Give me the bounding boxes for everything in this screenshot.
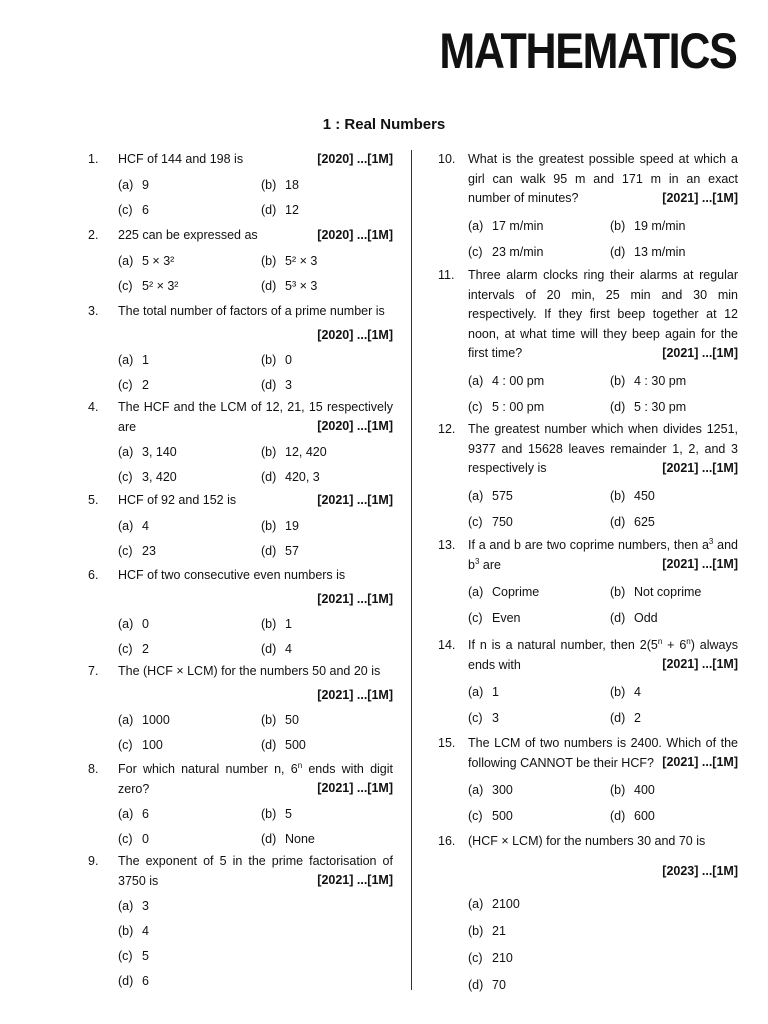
question-number: 6. — [88, 568, 99, 582]
question-text: The LCM of two numbers is 2400. Which of the following CANNOT be their HCF? — [468, 736, 738, 770]
question-text: [2020] ...[1M] HCF of 144 and 198 is — [118, 150, 393, 170]
option-c: (c) 2 — [118, 378, 149, 392]
year-tag: [2020] ...[1M] — [317, 228, 393, 242]
year-tag: [2021] ...[1M] — [317, 781, 393, 795]
option-b: (b) 4 — [610, 685, 641, 699]
option-c: (c) 23 — [118, 543, 156, 558]
year-tag: [2021] ...[1M] — [662, 557, 738, 571]
option-d: (d) 625 — [610, 514, 655, 529]
question-number: 12. — [438, 422, 456, 436]
option-d: (d) 3 — [261, 378, 292, 392]
option-b: (b) 19 m/min — [610, 218, 686, 233]
question-text: [2020] ...[1M] 225 can be expressed as — [118, 226, 393, 246]
question-text: [2021] ...[1M] HCF of 92 and 152 is — [118, 491, 393, 511]
question-number: 3. — [88, 304, 99, 318]
option-c: (c) 500 — [468, 809, 513, 823]
question-number: 5. — [88, 493, 99, 507]
question-5 — [88, 491, 393, 558]
option-b: (b) 1 — [261, 617, 292, 631]
question-1 — [88, 150, 393, 217]
chapter-title: 1 : Real Numbers — [322, 116, 446, 133]
question-2 — [88, 226, 393, 293]
question-text: (HCF × LCM) for the numbers 30 and 70 is [2023] ...[1M] — [468, 832, 738, 881]
option-d: (d) Odd — [610, 611, 658, 625]
question-16 — [438, 832, 738, 992]
question-13 — [438, 536, 738, 625]
question-text: The exponent of 5 in the prime factorisation of 3750 is — [118, 854, 393, 888]
option-a: (a) Coprime — [468, 585, 540, 599]
year-tag: [2020] ...[1M] — [317, 152, 393, 166]
option-b: (b) 0 — [261, 353, 292, 367]
column-divider — [411, 150, 412, 990]
question-number: 4. — [88, 400, 99, 414]
option-d: (d) None — [261, 832, 315, 846]
question-number: 7. — [88, 664, 99, 678]
option-d: (d) 5³ × 3 — [261, 278, 318, 293]
question-11 — [438, 266, 738, 414]
year-tag: [2021] ...[1M] — [317, 873, 393, 887]
year-tag: [2020] ...[1M] — [317, 327, 393, 342]
year-tag: [2020] ...[1M] — [317, 419, 393, 433]
option-a: (a) 1000 — [118, 713, 170, 727]
question-7 — [88, 662, 393, 752]
year-tag: [2021] ...[1M] — [662, 345, 738, 360]
year-tag: [2021] ...[1M] — [662, 657, 738, 671]
question-number: 2. — [88, 228, 99, 242]
page-title: MATHEMATICS — [438, 23, 736, 79]
question-14 — [438, 636, 739, 725]
year-tag: [2021] ...[1M] — [662, 190, 738, 205]
question-text: The HCF and the LCM of 12, 21, 15 respectively are — [118, 400, 393, 434]
option-c: (c) 3, 420 — [118, 470, 177, 484]
question-text: Three alarm clocks ring their alarms at regular intervals of 20 min, 25 min and 30 min respectively. If they first beep together at 12 noon, at what time will they beep again for the first time? — [468, 268, 738, 360]
option-a: (a) 300 — [468, 783, 513, 797]
question-text: The (HCF × LCM) for the numbers 50 and 20 is [2021] ...[1M] — [118, 662, 393, 705]
option-b: (b) 450 — [610, 488, 655, 503]
option-c: (c) 100 — [118, 738, 163, 752]
option-b: (b) 12, 420 — [261, 445, 327, 459]
option-d: (d) 12 — [261, 202, 299, 217]
question-4 — [88, 398, 393, 484]
question-text: For which natural number n, 6$^n$ ends with digit zero? — [118, 760, 393, 796]
question-number: 13. — [438, 538, 456, 552]
option-a: (a) 4 — [118, 518, 149, 533]
option-a: (a) 3, 140 — [118, 445, 177, 459]
option-b: (b) 5 — [261, 807, 292, 821]
question-number: 14. — [438, 638, 456, 652]
option-b: (b) 50 — [261, 713, 299, 727]
option-c: (c) 5² × 3² — [118, 278, 179, 293]
option-a: (a) 5 × 3² — [118, 253, 175, 268]
year-tag: [2021] ...[1M] — [662, 460, 738, 475]
option-a: (a) 575 — [468, 488, 513, 503]
option-c: (c) 5 — [118, 949, 149, 963]
question-number: 8. — [88, 762, 99, 776]
option-b: (b) 400 — [610, 783, 655, 797]
year-tag: [2021] ...[1M] — [317, 493, 393, 507]
option-a: (a) 4 : 00 pm — [468, 373, 545, 388]
option-d: (d) 6 — [118, 974, 149, 988]
option-b: (b) 21 — [468, 924, 506, 938]
option-c: (c) 210 — [468, 951, 513, 965]
option-b: (b) 4 : 30 pm — [610, 373, 687, 388]
question-3 — [88, 302, 393, 392]
option-a: (a) 6 — [118, 807, 149, 821]
option-d: (d) 57 — [261, 543, 299, 558]
question-number: 16. — [438, 834, 456, 848]
option-c: (c) 6 — [118, 202, 149, 217]
option-a: (a) 1 — [468, 685, 499, 699]
option-d: (d) 5 : 30 pm — [610, 399, 687, 414]
question-12 — [438, 420, 738, 529]
option-a: (a) 1 — [118, 353, 149, 367]
option-a: (a) 3 — [118, 899, 149, 913]
option-c: (c) 23 m/min — [468, 244, 544, 259]
option-a: (a) 17 m/min — [468, 218, 544, 233]
option-c: (c) 0 — [118, 832, 149, 846]
option-d: (d) 4 — [261, 642, 292, 656]
option-a: (a) 0 — [118, 617, 149, 631]
question-number: 10. — [438, 152, 456, 166]
year-tag: [2021] ...[1M] — [317, 687, 393, 702]
question-number: 9. — [88, 854, 99, 868]
question-8 — [88, 760, 393, 846]
option-d: (d) 70 — [468, 978, 506, 992]
option-c: (c) 750 — [468, 514, 513, 529]
question-number: 11. — [438, 268, 455, 282]
option-c: (c) 2 — [118, 642, 149, 656]
option-c: (c) Even — [468, 611, 521, 625]
question-text: If a and b are two coprime numbers, then $a^3$ and $b^3$ are — [468, 536, 738, 572]
option-d: (d) 2 — [610, 711, 641, 725]
option-a: (a) 9 — [118, 177, 149, 192]
option-b: (b) Not coprime — [610, 585, 702, 599]
question-text: The greatest number which when divides 1251, 9377 and 15628 leaves remainder 1, 2, and 3 respectively is — [468, 422, 738, 475]
option-d: (d) 13 m/min — [610, 244, 686, 259]
question-10 — [438, 150, 738, 259]
question-text: What is the greatest possible speed at which a girl can walk 95 m and 171 m in an exact number of minutes? — [468, 152, 738, 205]
question-6 — [88, 566, 393, 656]
year-tag: [2021] ...[1M] — [662, 755, 738, 769]
year-tag: [2023] ...[1M] — [662, 863, 738, 878]
option-a: (a) 2100 — [468, 897, 520, 911]
question-9 — [88, 852, 393, 988]
option-d: (d) 600 — [610, 809, 655, 823]
option-b: (b) 19 — [261, 518, 299, 533]
year-tag: [2021] ...[1M] — [317, 591, 393, 606]
option-b: (b) 5² × 3 — [261, 253, 318, 268]
question-number: 15. — [438, 736, 456, 750]
question-15 — [438, 734, 738, 823]
option-c: (c) 5 : 00 pm — [468, 399, 545, 414]
option-d: (d) 500 — [261, 738, 306, 752]
option-c: (c) 3 — [468, 711, 499, 725]
option-b: (b) 18 — [261, 177, 299, 192]
question-text: HCF of two consecutive even numbers is [2021] ...[1M] — [118, 566, 393, 609]
question-text: The total number of factors of a prime number is [2020] ...[1M] — [118, 302, 393, 345]
question-number: 1. — [88, 152, 99, 166]
question-text: If n is a natural number, then $2(5^n + 6^n)$ always ends with — [468, 636, 739, 672]
option-b: (b) 4 — [118, 924, 149, 938]
option-d: (d) 420, 3 — [261, 470, 320, 484]
